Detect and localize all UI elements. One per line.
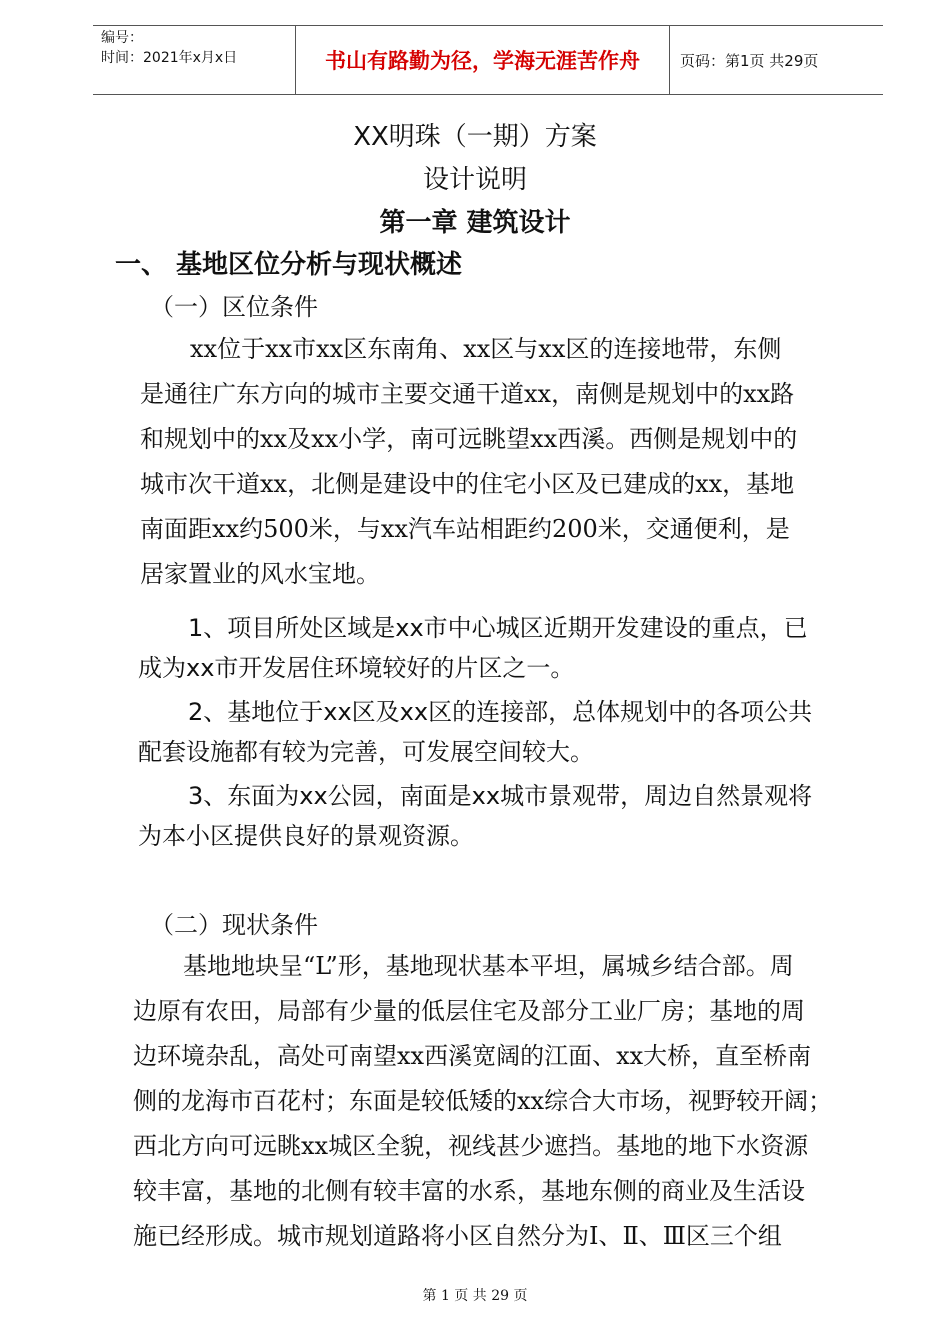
- subtitle: 设计说明: [422, 165, 527, 195]
- list-item-line: 成为xx市开发居住环境较好的片区之一。: [138, 654, 575, 682]
- section-heading: 一、 基地区位分析与现状概述: [115, 250, 463, 280]
- page-footer: 第 1 页 共 29 页: [422, 1288, 528, 1304]
- header-motto: 书山有路勤为径，学海无涯苦作舟: [295, 26, 670, 94]
- header-page-label: 页码：第1页 共29页: [680, 51, 819, 70]
- subsection-heading-location: （一）区位条件: [150, 293, 318, 321]
- subsection-heading-status: （二）现状条件: [150, 911, 318, 939]
- page-header: [93, 25, 883, 95]
- list-item-line: 为本小区提供良好的景观资源。: [138, 822, 474, 850]
- paragraph-line: 居家置业的风水宝地。: [140, 560, 380, 588]
- paragraph-line: 南面距xx约500米，与xx汽车站相距约200米，交通便利，是: [140, 515, 790, 543]
- paragraph-line: 基地地块呈“L”形，基地现状基本平坦，属城乡结合部。周: [183, 952, 794, 980]
- paragraph-line: 边原有农田，局部有少量的低层住宅及部分工业厂房；基地的周: [133, 997, 805, 1025]
- paragraph-line: xx位于xx市xx区东南角、xx区与xx区的连接地带，东侧: [190, 335, 782, 363]
- paragraph-line: 施已经形成。城市规划道路将小区自然分为Ⅰ、Ⅱ、Ⅲ区三个组: [133, 1222, 782, 1250]
- list-item: [138, 692, 812, 772]
- main-title: XX明珠（一期）方案: [353, 122, 597, 152]
- list-item-line: 1、项目所处区域是xx市中心城区近期开发建设的重点，已: [188, 614, 808, 642]
- paragraph-line: 较丰富，基地的北侧有较丰富的水系，基地东侧的商业及生活设: [133, 1177, 805, 1205]
- paragraph-line: 边环境杂乱，高处可南望xx西溪宽阔的江面、xx大桥，直至桥南: [133, 1042, 812, 1070]
- list-item: [138, 608, 808, 688]
- status-paragraph: [133, 944, 832, 1259]
- paragraph-line: 城市次干道xx，北侧是建设中的住宅小区及已建成的xx，基地: [140, 470, 795, 498]
- list-item-line: 3、东面为xx公园，南面是xx城市景观带，周边自然景观将: [188, 782, 813, 810]
- paragraph-line: 和规划中的xx及xx小学，南可远眺望xx西溪。西侧是规划中的: [140, 425, 798, 453]
- location-paragraph: [140, 327, 797, 597]
- time-label: 时间：2021年x月x日: [101, 50, 238, 66]
- chapter-title: 第一章 建筑设计: [379, 208, 571, 238]
- list-item-line: 配套设施都有较为完善，可发展空间较大。: [138, 738, 594, 766]
- paragraph-line: 侧的龙海市百花村；东面是较低矮的xx综合大市场，视野较开阔；: [133, 1087, 833, 1115]
- header-meta: [93, 26, 295, 94]
- number-label: 编号：: [101, 30, 143, 46]
- list-item-line: 2、基地位于xx区及xx区的连接部，总体规划中的各项公共: [188, 698, 813, 726]
- paragraph-line: 西北方向可远眺xx城区全貌，视线甚少遮挡。基地的地下水资源: [133, 1132, 809, 1160]
- paragraph-line: 是通往广东方向的城市主要交通干道xx，南侧是规划中的xx路: [140, 380, 795, 408]
- list-item: [138, 776, 812, 856]
